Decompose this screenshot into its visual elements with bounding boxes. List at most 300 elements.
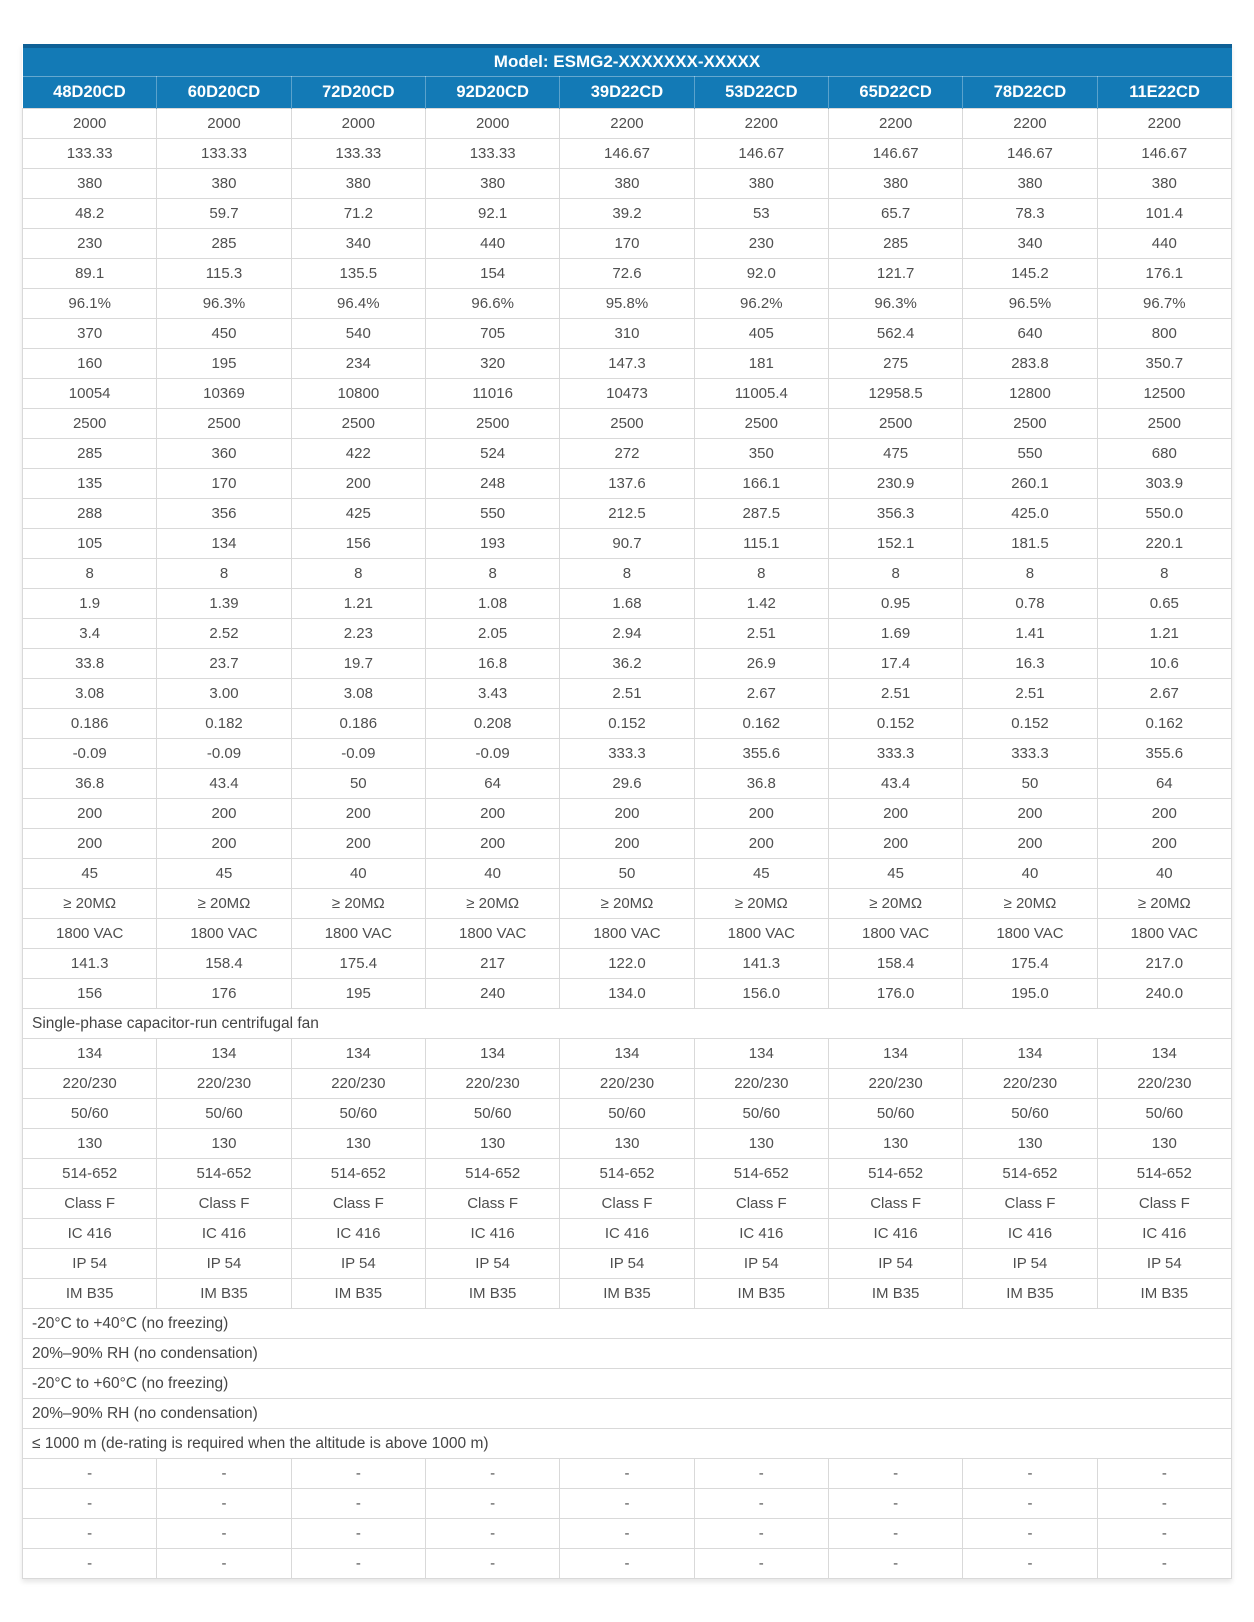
table-cell: 134.0 (560, 979, 694, 1009)
table-cell: 234 (291, 349, 425, 379)
table-cell: 101.4 (1097, 199, 1231, 229)
table-cell: 200 (425, 829, 559, 859)
table-cell: 200 (291, 829, 425, 859)
table-row (23, 169, 1232, 199)
table-cell: 133.33 (157, 139, 291, 169)
table-cell: 72.6 (560, 259, 694, 289)
table-cell: 50/60 (963, 1099, 1097, 1129)
table-cell: 133.33 (425, 139, 559, 169)
table-cell: 10054 (23, 379, 157, 409)
table-cell: 50/60 (425, 1099, 559, 1129)
table-cell: 40 (963, 859, 1097, 889)
table-cell: IM B35 (157, 1279, 291, 1309)
table-cell: 115.3 (157, 259, 291, 289)
table-row (23, 469, 1232, 499)
table-cell: 45 (23, 859, 157, 889)
spec-table (22, 44, 1232, 1579)
table-cell: 680 (1097, 439, 1231, 469)
table-cell: 105 (23, 529, 157, 559)
table-row (23, 859, 1232, 889)
table-row (23, 769, 1232, 799)
table-cell: Class F (291, 1189, 425, 1219)
table-cell: Class F (963, 1189, 1097, 1219)
table-cell: 220/230 (157, 1069, 291, 1099)
table-cell: 43.4 (157, 769, 291, 799)
table-cell: 272 (560, 439, 694, 469)
table-row (23, 259, 1232, 289)
table-cell: 230 (694, 229, 828, 259)
table-cell: 50/60 (291, 1099, 425, 1129)
table-cell: 2500 (23, 409, 157, 439)
table-cell: 800 (1097, 319, 1231, 349)
table-cell: 134 (963, 1039, 1097, 1069)
table-cell: 170 (560, 229, 694, 259)
table-row (23, 1309, 1232, 1339)
table-row (23, 1009, 1232, 1039)
column-header: 53D22CD (694, 77, 828, 109)
table-row (23, 289, 1232, 319)
table-cell: 50 (560, 859, 694, 889)
table-cell: 380 (963, 169, 1097, 199)
table-cell: 2.51 (560, 679, 694, 709)
table-cell: 2500 (425, 409, 559, 439)
table-cell: 195 (157, 349, 291, 379)
table-cell: 230 (23, 229, 157, 259)
table-cell: - (963, 1519, 1097, 1549)
table-cell: 310 (560, 319, 694, 349)
table-row (23, 1489, 1232, 1519)
table-cell: - (425, 1459, 559, 1489)
table-cell: Class F (694, 1189, 828, 1219)
table-cell: 514-652 (425, 1159, 559, 1189)
table-row (23, 379, 1232, 409)
table-cell: 562.4 (828, 319, 962, 349)
table-row (23, 499, 1232, 529)
table-cell: Class F (425, 1189, 559, 1219)
table-cell: 17.4 (828, 649, 962, 679)
table-cell: 2000 (23, 109, 157, 139)
table-cell: - (963, 1489, 1097, 1519)
table-cell: 340 (963, 229, 1097, 259)
column-header: 48D20CD (23, 77, 157, 109)
table-cell: 96.2% (694, 289, 828, 319)
table-cell: 200 (291, 799, 425, 829)
table-cell: 200 (963, 799, 1097, 829)
table-cell: 200 (828, 799, 962, 829)
table-cell: 96.5% (963, 289, 1097, 319)
table-cell: 10369 (157, 379, 291, 409)
table-row (23, 889, 1232, 919)
table-cell: - (157, 1489, 291, 1519)
table-cell: 425 (291, 499, 425, 529)
table-cell: 450 (157, 319, 291, 349)
column-header: 92D20CD (425, 77, 559, 109)
table-cell: 2.23 (291, 619, 425, 649)
table-row (23, 139, 1232, 169)
table-cell: 524 (425, 439, 559, 469)
table-cell: 141.3 (23, 949, 157, 979)
table-title: Model: ESMG2-XXXXXXX-XXXXX (23, 46, 1232, 77)
table-cell: 176 (157, 979, 291, 1009)
table-cell: 240.0 (1097, 979, 1231, 1009)
table-cell: - (157, 1549, 291, 1579)
table-row (23, 799, 1232, 829)
table-cell: 96.3% (157, 289, 291, 319)
table-cell: 220/230 (425, 1069, 559, 1099)
table-cell: - (963, 1459, 1097, 1489)
spec-table-container (22, 44, 1232, 1579)
table-cell: 115.1 (694, 529, 828, 559)
table-cell: 1.39 (157, 589, 291, 619)
full-width-cell: -20°C to +40°C (no freezing) (23, 1309, 1232, 1339)
table-cell: 217 (425, 949, 559, 979)
table-cell: -0.09 (23, 739, 157, 769)
table-cell: IP 54 (425, 1249, 559, 1279)
table-cell: IM B35 (23, 1279, 157, 1309)
table-cell: 50 (963, 769, 1097, 799)
table-cell: 2.51 (828, 679, 962, 709)
table-cell: 133.33 (291, 139, 425, 169)
table-cell: IC 416 (963, 1219, 1097, 1249)
table-cell: - (157, 1459, 291, 1489)
table-cell: 8 (23, 559, 157, 589)
column-header: 11E22CD (1097, 77, 1231, 109)
table-cell: 1800 VAC (963, 919, 1097, 949)
table-cell: 16.8 (425, 649, 559, 679)
table-cell: 1.42 (694, 589, 828, 619)
table-cell: -0.09 (425, 739, 559, 769)
table-cell: - (560, 1519, 694, 1549)
table-cell: Class F (23, 1189, 157, 1219)
table-cell: 134 (560, 1039, 694, 1069)
table-cell: 39.2 (560, 199, 694, 229)
table-cell: 50 (291, 769, 425, 799)
table-cell: 200 (828, 829, 962, 859)
table-cell: 36.8 (694, 769, 828, 799)
table-cell: ≥ 20MΩ (291, 889, 425, 919)
table-cell: 170 (157, 469, 291, 499)
table-cell: 2500 (157, 409, 291, 439)
table-cell: 0.162 (1097, 709, 1231, 739)
table-cell: 200 (694, 799, 828, 829)
table-cell: 0.152 (963, 709, 1097, 739)
table-cell: 220/230 (828, 1069, 962, 1099)
table-cell: 130 (291, 1129, 425, 1159)
table-cell: IC 416 (828, 1219, 962, 1249)
table-cell: 200 (291, 469, 425, 499)
table-row (23, 1069, 1232, 1099)
table-cell: 355.6 (694, 739, 828, 769)
table-cell: 154 (425, 259, 559, 289)
table-cell: 1800 VAC (1097, 919, 1231, 949)
table-cell: - (157, 1519, 291, 1549)
table-cell: 514-652 (291, 1159, 425, 1189)
table-cell: 135 (23, 469, 157, 499)
table-cell: IM B35 (560, 1279, 694, 1309)
table-cell: 360 (157, 439, 291, 469)
table-cell: - (291, 1549, 425, 1579)
table-cell: 287.5 (694, 499, 828, 529)
table-cell: 440 (425, 229, 559, 259)
table-cell: 1.08 (425, 589, 559, 619)
table-cell: 2.51 (963, 679, 1097, 709)
table-cell: 2000 (157, 109, 291, 139)
table-cell: - (560, 1459, 694, 1489)
table-cell: 33.8 (23, 649, 157, 679)
table-cell: 1.41 (963, 619, 1097, 649)
table-cell: 40 (1097, 859, 1231, 889)
table-cell: 514-652 (560, 1159, 694, 1189)
column-header: 39D22CD (560, 77, 694, 109)
table-cell: 540 (291, 319, 425, 349)
table-cell: 134 (425, 1039, 559, 1069)
column-header: 65D22CD (828, 77, 962, 109)
table-cell: 137.6 (560, 469, 694, 499)
table-cell: 48.2 (23, 199, 157, 229)
table-row (23, 709, 1232, 739)
table-cell: 260.1 (963, 469, 1097, 499)
table-row (23, 1459, 1232, 1489)
table-cell: Class F (157, 1189, 291, 1219)
table-cell: 200 (157, 829, 291, 859)
table-cell: 200 (560, 829, 694, 859)
table-cell: 10800 (291, 379, 425, 409)
table-cell: 12958.5 (828, 379, 962, 409)
table-cell: 3.08 (23, 679, 157, 709)
table-cell: 640 (963, 319, 1097, 349)
column-header: 60D20CD (157, 77, 291, 109)
table-row (23, 409, 1232, 439)
table-cell: IP 54 (1097, 1249, 1231, 1279)
table-row (23, 199, 1232, 229)
table-row (23, 1549, 1232, 1579)
table-cell: 220.1 (1097, 529, 1231, 559)
table-cell: 26.9 (694, 649, 828, 679)
table-cell: IM B35 (963, 1279, 1097, 1309)
table-cell: 2.05 (425, 619, 559, 649)
table-row (23, 739, 1232, 769)
table-cell: 1800 VAC (694, 919, 828, 949)
table-cell: 356.3 (828, 499, 962, 529)
table-cell: IP 54 (157, 1249, 291, 1279)
table-cell: 146.67 (694, 139, 828, 169)
table-cell: 10473 (560, 379, 694, 409)
table-cell: 2.94 (560, 619, 694, 649)
table-cell: IM B35 (828, 1279, 962, 1309)
table-cell: IC 416 (23, 1219, 157, 1249)
table-cell: 40 (425, 859, 559, 889)
table-cell: 285 (828, 229, 962, 259)
table-cell: 514-652 (828, 1159, 962, 1189)
table-cell: 0.208 (425, 709, 559, 739)
table-cell: 11016 (425, 379, 559, 409)
table-cell: 333.3 (560, 739, 694, 769)
table-cell: 1.69 (828, 619, 962, 649)
table-cell: 333.3 (828, 739, 962, 769)
table-cell: Class F (1097, 1189, 1231, 1219)
table-cell: 134 (694, 1039, 828, 1069)
table-cell: 130 (828, 1129, 962, 1159)
table-cell: 166.1 (694, 469, 828, 499)
table-cell: - (291, 1459, 425, 1489)
table-cell: 2000 (425, 109, 559, 139)
table-row (23, 559, 1232, 589)
table-row (23, 439, 1232, 469)
table-row (23, 1159, 1232, 1189)
table-cell: 425.0 (963, 499, 1097, 529)
table-cell: 0.182 (157, 709, 291, 739)
table-cell: 1800 VAC (23, 919, 157, 949)
table-cell: 50/60 (694, 1099, 828, 1129)
table-cell: 340 (291, 229, 425, 259)
table-cell: 350.7 (1097, 349, 1231, 379)
table-cell: 45 (694, 859, 828, 889)
table-row (23, 1369, 1232, 1399)
table-cell: 514-652 (694, 1159, 828, 1189)
table-cell: IC 416 (694, 1219, 828, 1249)
table-cell: 36.2 (560, 649, 694, 679)
table-cell: 220/230 (23, 1069, 157, 1099)
table-cell: 405 (694, 319, 828, 349)
table-cell: 130 (1097, 1129, 1231, 1159)
table-cell: IP 54 (963, 1249, 1097, 1279)
table-cell: 0.152 (828, 709, 962, 739)
table-cell: 200 (23, 829, 157, 859)
table-cell: 89.1 (23, 259, 157, 289)
table-cell: 134 (23, 1039, 157, 1069)
table-cell: - (425, 1519, 559, 1549)
table-cell: 53 (694, 199, 828, 229)
table-cell: 200 (425, 799, 559, 829)
table-row (23, 679, 1232, 709)
table-cell: 156 (23, 979, 157, 1009)
table-cell: 195.0 (963, 979, 1097, 1009)
table-row (23, 349, 1232, 379)
table-cell: 514-652 (157, 1159, 291, 1189)
table-cell: 96.4% (291, 289, 425, 319)
table-cell: IP 54 (560, 1249, 694, 1279)
table-cell: 514-652 (23, 1159, 157, 1189)
table-row (23, 1249, 1232, 1279)
table-cell: 3.08 (291, 679, 425, 709)
table-cell: 200 (23, 799, 157, 829)
table-cell: 212.5 (560, 499, 694, 529)
table-cell: IP 54 (694, 1249, 828, 1279)
table-cell: 29.6 (560, 769, 694, 799)
table-cell: 45 (157, 859, 291, 889)
table-cell: 50/60 (1097, 1099, 1231, 1129)
table-cell: 130 (23, 1129, 157, 1159)
table-cell: 158.4 (828, 949, 962, 979)
table-cell: 2.67 (694, 679, 828, 709)
table-cell: 181 (694, 349, 828, 379)
table-cell: 65.7 (828, 199, 962, 229)
table-cell: 176.0 (828, 979, 962, 1009)
table-cell: 193 (425, 529, 559, 559)
table-cell: - (828, 1489, 962, 1519)
table-cell: 1800 VAC (291, 919, 425, 949)
table-cell: - (1097, 1549, 1231, 1579)
table-cell: 1800 VAC (425, 919, 559, 949)
table-cell: 3.43 (425, 679, 559, 709)
table-cell: ≥ 20MΩ (560, 889, 694, 919)
table-cell: 350 (694, 439, 828, 469)
table-cell: 147.3 (560, 349, 694, 379)
table-cell: 380 (828, 169, 962, 199)
table-cell: 2.51 (694, 619, 828, 649)
table-cell: - (694, 1459, 828, 1489)
table-cell: 134 (828, 1039, 962, 1069)
table-cell: - (291, 1489, 425, 1519)
table-cell: 2500 (291, 409, 425, 439)
table-cell: 130 (425, 1129, 559, 1159)
table-cell: 50/60 (23, 1099, 157, 1129)
table-cell: 380 (23, 169, 157, 199)
table-cell: 122.0 (560, 949, 694, 979)
table-cell: 130 (963, 1129, 1097, 1159)
table-cell: 71.2 (291, 199, 425, 229)
table-cell: IC 416 (560, 1219, 694, 1249)
table-cell: 121.7 (828, 259, 962, 289)
table-cell: 95.8% (560, 289, 694, 319)
table-cell: 1800 VAC (157, 919, 291, 949)
table-cell: 356 (157, 499, 291, 529)
table-cell: 217.0 (1097, 949, 1231, 979)
table-cell: 92.0 (694, 259, 828, 289)
full-width-cell: ≤ 1000 m (de-rating is required when the altitude is above 1000 m) (23, 1429, 1232, 1459)
table-cell: 181.5 (963, 529, 1097, 559)
table-row (23, 319, 1232, 349)
table-cell: 36.8 (23, 769, 157, 799)
table-cell: 2200 (963, 109, 1097, 139)
full-width-cell: 20%–90% RH (no condensation) (23, 1399, 1232, 1429)
table-cell: - (23, 1519, 157, 1549)
table-cell: 156.0 (694, 979, 828, 1009)
table-cell: - (23, 1459, 157, 1489)
table-cell: 288 (23, 499, 157, 529)
table-cell: 141.3 (694, 949, 828, 979)
table-cell: IM B35 (1097, 1279, 1231, 1309)
table-cell: - (1097, 1489, 1231, 1519)
table-cell: 175.4 (963, 949, 1097, 979)
table-cell: 146.67 (560, 139, 694, 169)
table-row (23, 1399, 1232, 1429)
table-row (23, 529, 1232, 559)
table-cell: 514-652 (963, 1159, 1097, 1189)
table-cell: 2200 (560, 109, 694, 139)
table-cell: 285 (157, 229, 291, 259)
table-row (23, 589, 1232, 619)
table-cell: 156 (291, 529, 425, 559)
table-cell: 275 (828, 349, 962, 379)
table-cell: -0.09 (157, 739, 291, 769)
table-cell: - (425, 1489, 559, 1519)
table-row (23, 1279, 1232, 1309)
table-cell: 160 (23, 349, 157, 379)
table-cell: 550 (425, 499, 559, 529)
table-cell: ≥ 20MΩ (425, 889, 559, 919)
table-cell: 8 (291, 559, 425, 589)
table-cell: 8 (694, 559, 828, 589)
table-cell: - (828, 1459, 962, 1489)
table-row (23, 1189, 1232, 1219)
table-cell: IP 54 (23, 1249, 157, 1279)
table-cell: 248 (425, 469, 559, 499)
table-cell: 0.152 (560, 709, 694, 739)
table-cell: - (1097, 1459, 1231, 1489)
table-cell: 8 (157, 559, 291, 589)
table-cell: 64 (425, 769, 559, 799)
